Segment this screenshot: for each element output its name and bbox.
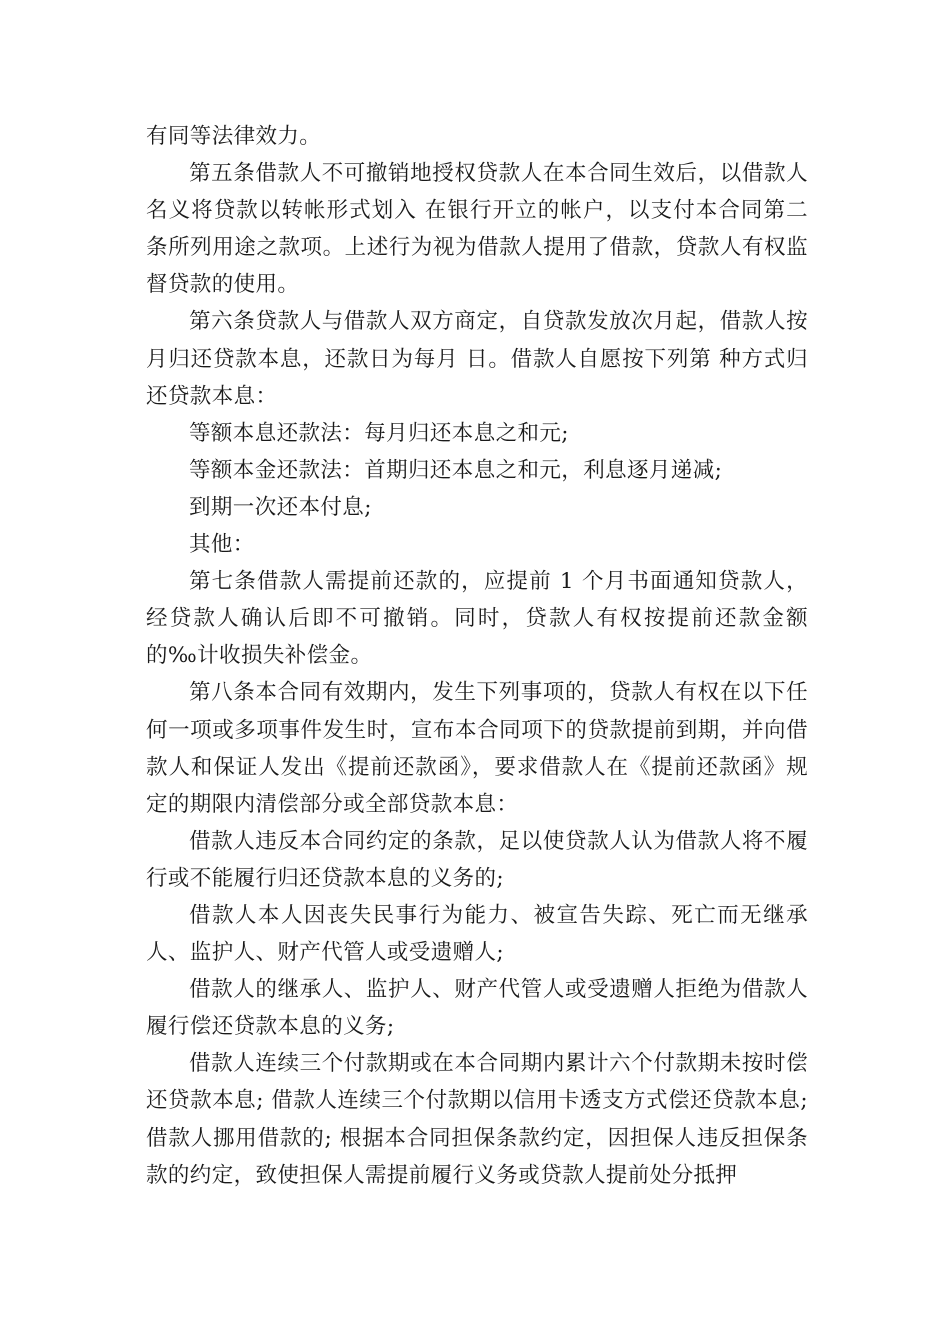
paragraph-1: 有同等法律效力。 — [146, 124, 322, 149]
paragraph-article-6: 第六条贷款人与借款人双方商定，自贷款发放次月起，借款人按月归还贷款本息，还款日为每月 日。借款人自愿按下列第 种方式归还贷款本息： — [146, 309, 808, 409]
paragraph-article-8: 第八条本合同有效期内，发生下列事项的，贷款人有权在以下任何一项或多项事件发生时，宣布本合同项下的贷款提前到期，并向借款人和保证人发出《提前还款函》，要求借款人在《提前还款函》规定的期限内清偿部分或全部贷款本息： — [146, 680, 808, 817]
paragraph-repayment-option-3: 到期一次还本付息; — [189, 494, 372, 520]
paragraph-repayment-option-2: 等额本金还款法：首期归还本息之和元，利息逐月递减; — [189, 457, 723, 483]
paragraph-repayment-option-4: 其他： — [189, 532, 255, 558]
paragraph-article-7: 第七条借款人需提前还款的，应提前 1 个月书面通知贷款人，经贷款人确认后即不可撤销。同时，贷款人有权按提前还款金额的‰计收损失补偿金。 — [146, 569, 808, 669]
paragraph-article-8-item-1: 借款人违反本合同约定的条款，足以使贷款人认为借款人将不履行或不能履行归还贷款本息的义务的; — [146, 828, 808, 891]
paragraph-article-8-item-3: 借款人的继承人、监护人、财产代管人或受遗赠人拒绝为借款人履行偿还贷款本息的义务; — [146, 977, 808, 1040]
document-page — [146, 118, 808, 1194]
paragraph-article-8-item-4: 借款人连续三个付款期或在本合同期内累计六个付款期未按时偿还贷款本息; 借款人连续三个付款期以信用卡透支方式偿还贷款本息; 借款人挪用借款的; 根据本合同担保条款约定，因担保人违反担保条款的约定，致使担保人需提前履行义务或贷款人提前处分抵押 — [146, 1051, 808, 1188]
paragraph-repayment-option-1: 等额本息还款法：每月归还本息之和元; — [189, 420, 569, 446]
paragraph-article-5: 第五条借款人不可撤销地授权贷款人在本合同生效后，以借款人名义将贷款以转帐形式划入 在银行开立的帐户，以支付本合同第二条所列用途之款项。上述行为视为借款人提用了借款，贷款人有权监督贷款的使用。 — [146, 161, 808, 298]
paragraph-article-8-item-2: 借款人本人因丧失民事行为能力、被宣告失踪、死亡而无继承人、监护人、财产代管人或受遗赠人; — [146, 902, 808, 966]
